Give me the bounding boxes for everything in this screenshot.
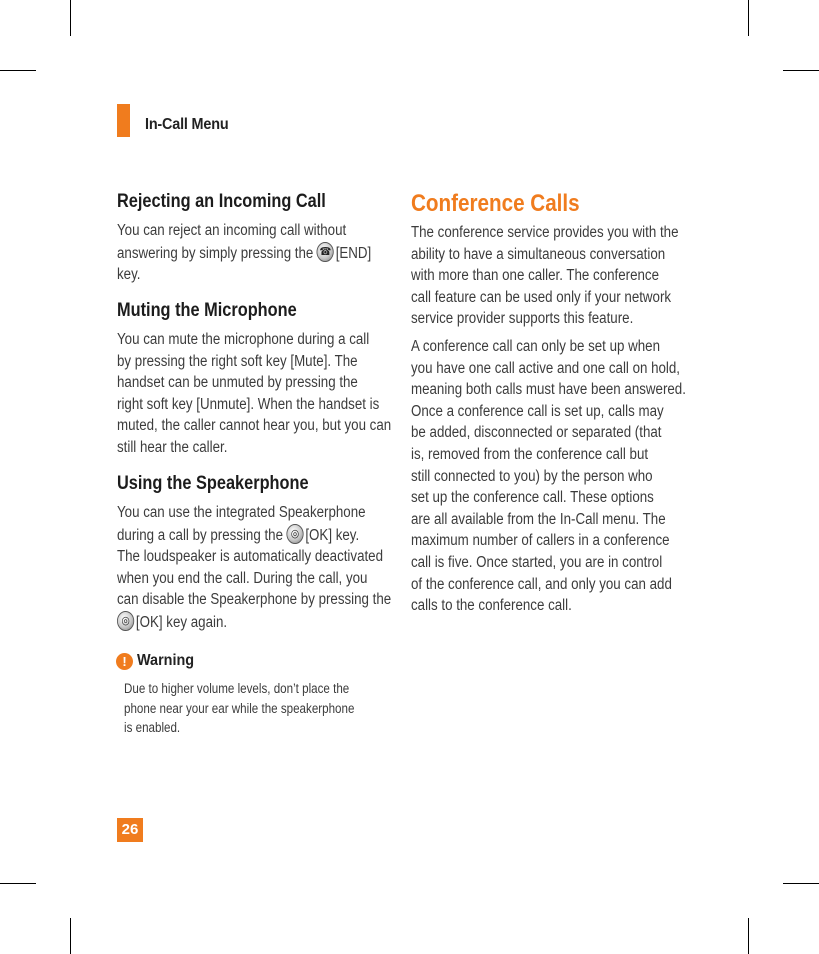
conference-calls-title: Conference Calls [411,190,580,217]
conference-calls-para-1 [411,222,678,330]
body-line: You can reject an incoming call without [117,222,347,239]
crop-mark [748,918,749,954]
speakerphone-title: Using the Speakerphone [117,473,309,494]
body-line: A conference call can only be set up when [411,338,660,355]
body-line: are all available from the In-Call menu. The [411,510,666,528]
body-line: by pressing the right soft key [Mute]. The [117,352,358,370]
body-line: calls to the conference call. [411,597,572,615]
section-header-title: In-Call Menu [145,116,229,133]
crop-mark [70,918,71,954]
body-line: Once a conference call is set up, calls may [411,402,664,420]
body-line: call feature can be used only if your network [411,288,672,306]
ok-key-icon: ◎ [286,524,303,544]
rejecting-call-title: Rejecting an Incoming Call [117,191,326,212]
crop-mark [748,0,749,36]
body-line: You can mute the microphone during a call [117,331,370,348]
warning-line: is enabled. [124,720,181,735]
body-line: You can use the integrated Speakerphone [117,504,366,521]
ok-key-icon: ◎ [117,611,134,631]
crop-mark [0,70,36,71]
body-line: is, removed from the conference call but [411,445,649,463]
body-line: maximum number of callers in a conference [411,532,670,550]
body-line: still connected to you) by the person who [411,467,653,485]
body-line: when you end the call. During the call, you [117,569,368,587]
muting-microphone-title: Muting the Microphone [117,300,297,321]
body-line: ◎ [OK] key again. [117,611,391,634]
body-line: The loudspeaker is automatically deactivated [117,548,384,566]
warning-icon: ! [116,653,133,670]
body-line: ability to have a simultaneous conversation [411,245,666,263]
body-line: with more than one caller. The conference [411,267,659,285]
body-line: of the conference call, and only you can add [411,575,672,593]
page-number: 26 [117,818,143,842]
body-line: during a call by pressing the ◎ [OK] key. [117,524,391,547]
body-line: service provider supports this feature. [411,310,634,328]
body-line: meaning both calls must have been answered. [411,381,686,399]
body-line: muted, the caller cannot hear you, but you can [117,417,392,435]
body-line: can disable the Speakerphone by pressing the [117,591,392,609]
body-line: call is five. Once started, you are in control [411,553,663,571]
warning-title: Warning [137,652,195,669]
warning-line: Due to higher volume levels, don’t place the [124,681,350,696]
crop-mark [783,883,819,884]
body-line: answering by simply pressing the ☎ [END] [117,242,371,265]
body-line: right soft key [Unmute]. When the handset is [117,395,380,413]
header-accent-bar [117,104,130,137]
body-line: you have one call active and one call on hold, [411,359,681,377]
body-line: handset can be unmuted by pressing the [117,374,358,392]
body-line: set up the conference call. These options [411,489,654,507]
crop-mark [0,883,36,884]
crop-mark [70,0,71,36]
crop-mark [783,70,819,71]
body-line: still hear the caller. [117,438,228,456]
end-key-icon: ☎ [317,242,334,262]
warning-line: phone near your ear while the speakerphone [124,700,355,716]
muting-microphone-body [117,329,391,459]
body-line: key. [117,266,141,284]
rejecting-call-body [117,220,371,286]
body-line: be added, disconnected or separated (that [411,424,662,442]
speakerphone-body [117,502,391,634]
conference-calls-para-2 [411,336,686,617]
warning-text [124,679,354,738]
body-line: The conference service provides you with the [411,224,679,241]
